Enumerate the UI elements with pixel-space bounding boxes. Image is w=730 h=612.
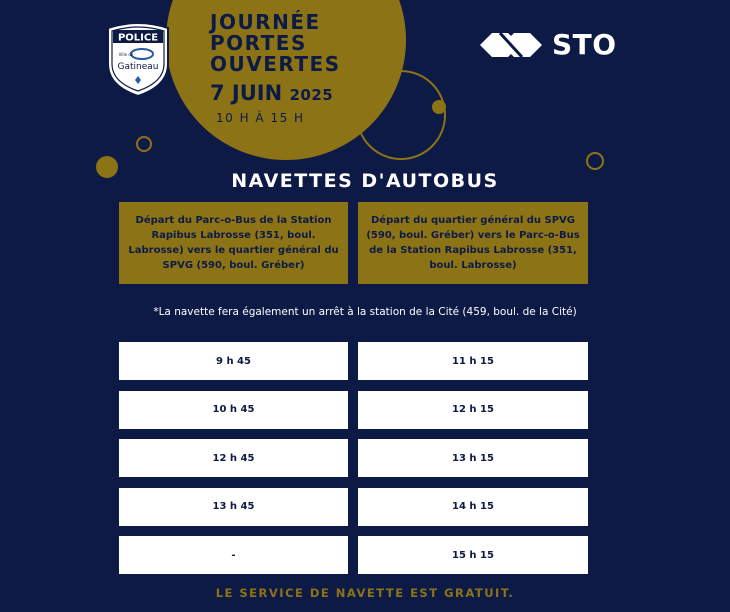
decorative-dot	[432, 100, 446, 114]
departure-time: 15 h 15	[358, 536, 588, 574]
event-date	[210, 81, 341, 105]
decorative-ring	[136, 136, 152, 152]
section-title: NAVETTES D'AUTOBUS	[231, 170, 499, 192]
schedule-column-b	[358, 342, 588, 585]
free-service-footer: LE SERVICE DE NAVETTE EST GRATUIT.	[215, 586, 515, 600]
title-line-3: OUVERTES	[210, 52, 341, 76]
decorative-ring	[356, 70, 446, 160]
police-gatineau-logo	[104, 20, 172, 98]
event-date-year: 2025	[289, 86, 334, 104]
title-line-1: JOURNÉE	[210, 10, 321, 34]
shuttle-stop-note: *La navette fera également un arrêt à la station de la Cité (459, boul. de la Cité)	[153, 306, 577, 318]
decorative-ring	[586, 152, 604, 170]
event-hours: 10 H À 15 H	[216, 111, 305, 125]
event-headline	[210, 12, 341, 125]
title-line-2: PORTES	[210, 31, 307, 55]
route-a-description: Départ du Parc-o-Bus de la Station Rapibus Labrosse (351, boul. Labrosse) vers le quartier général du SPVG (590, boul. Gréber)	[119, 202, 348, 284]
event-date-day: 7 JUIN	[210, 81, 283, 105]
departure-time: 12 h 15	[358, 391, 588, 429]
sto-logo-text: STO	[552, 28, 617, 61]
departure-time: 13 h 15	[358, 439, 588, 477]
departure-time: 12 h 45	[119, 439, 348, 477]
departure-time: 14 h 15	[358, 488, 588, 526]
route-b-description: Départ du quartier général du SPVG (590, boul. Gréber) vers le Parc-o-Bus de la Station Rapibus Labrosse (351, boul. Labrosse)	[358, 202, 588, 284]
police-logo-small-text: Ville de	[118, 52, 134, 57]
police-logo-city-text: Gatineau	[117, 62, 159, 72]
departure-time: 13 h 45	[119, 488, 348, 526]
schedule-column-a	[119, 342, 348, 585]
departure-time: 9 h 45	[119, 342, 348, 380]
police-logo-text: POLICE	[117, 32, 159, 44]
sto-logo	[478, 28, 617, 61]
sto-logo-icon	[478, 30, 544, 60]
departure-time: 11 h 15	[358, 342, 588, 380]
departure-time: -	[119, 536, 348, 574]
departure-time: 10 h 45	[119, 391, 348, 429]
